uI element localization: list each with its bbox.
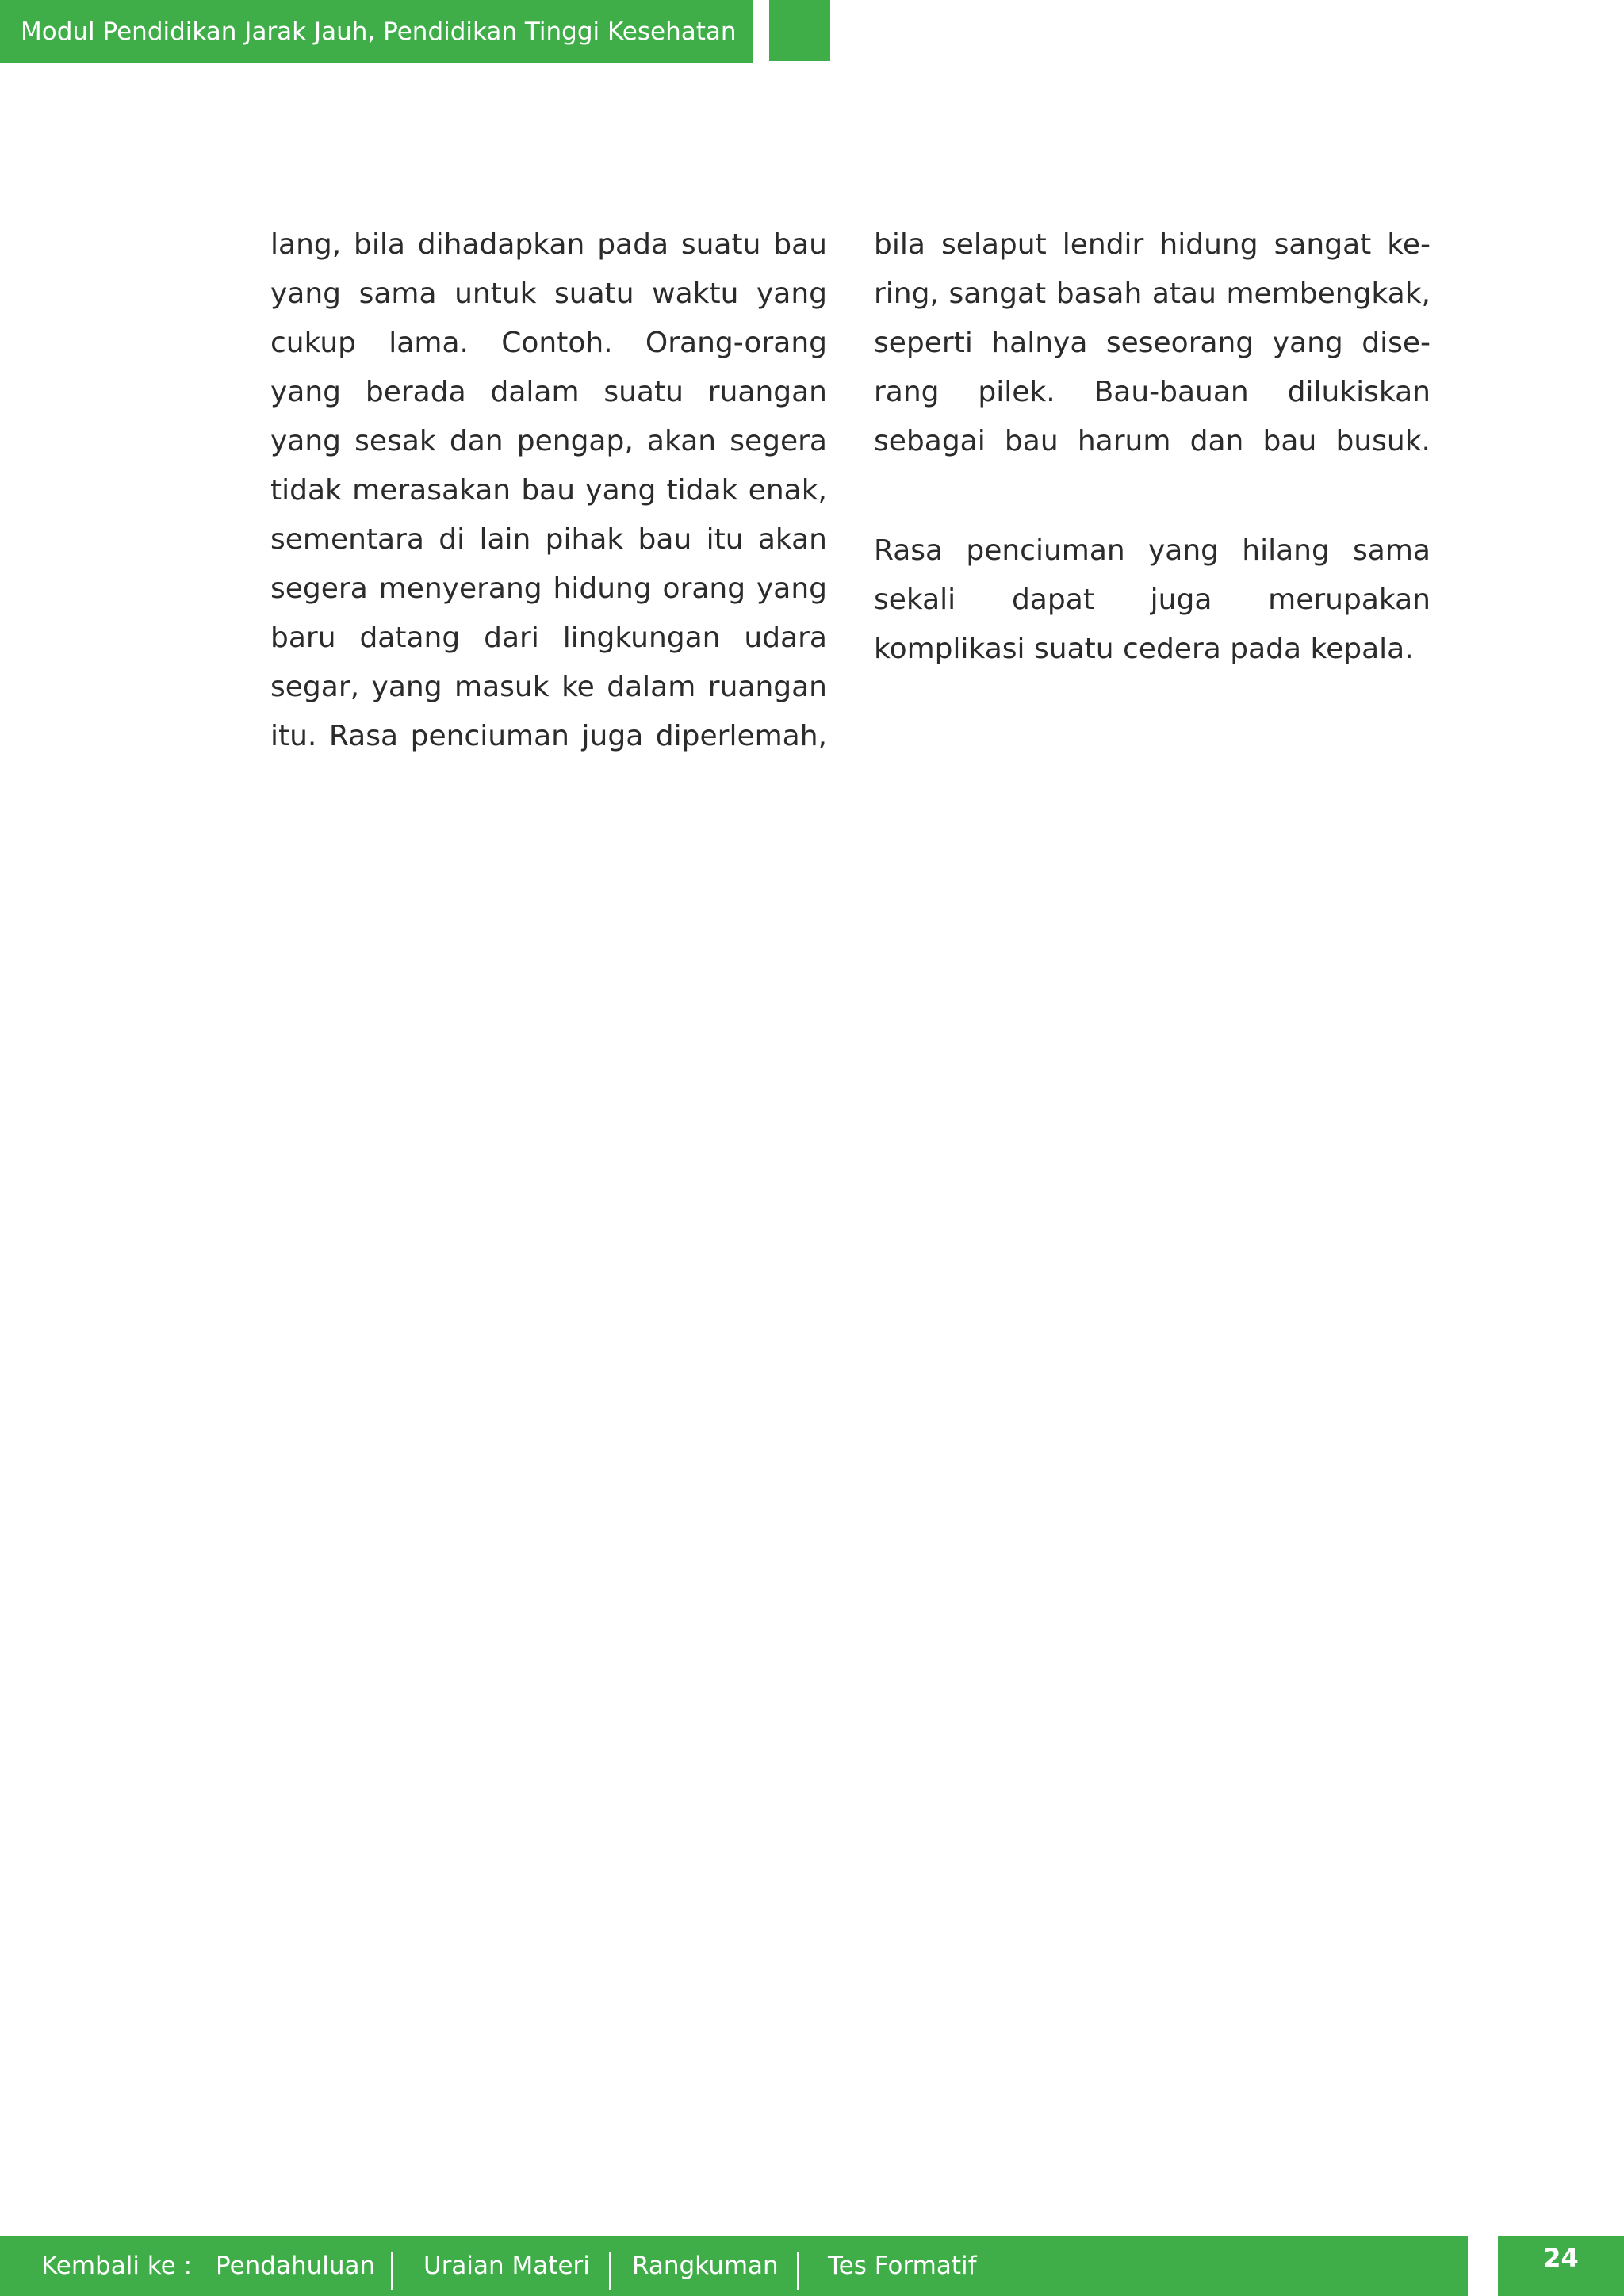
page-number: 24: [1498, 2236, 1624, 2296]
right-text-column: [874, 220, 1431, 674]
footer-separator: [609, 2252, 611, 2290]
footer-link-rangkuman[interactable]: Rangkuman: [632, 2252, 779, 2280]
footer-link-uraian-materi[interactable]: Uraian Materi: [423, 2252, 590, 2280]
right-paragraph-1: bila selaput lendir hidung sangat ke-ring, sangat basah atau membengkak, seperti halnya seseorang yang dise-rang pilek. Bau-bauan dilukiskan sebagai bau harum dan bau busuk.: [874, 228, 1431, 457]
document-header-title: Modul Pendidikan Jarak Jauh, Pendidikan Tinggi Kesehatan: [0, 0, 753, 63]
footer-link-tes-formatif[interactable]: Tes Formatif: [828, 2252, 977, 2280]
header-accent-block: [769, 0, 830, 61]
footer-separator: [391, 2252, 393, 2290]
footer-back-label: Kembali ke :: [41, 2252, 193, 2280]
left-text-column: [270, 220, 827, 761]
footer-separator: [797, 2252, 799, 2290]
left-paragraph-1: lang, bila dihadapkan pada suatu bau yang sama untuk suatu waktu yang cukup lama. Contoh. Orang-orang yang berada dalam suatu ruangan yang sesak dan pengap, akan segera tidak merasakan bau yang tidak enak, sementara di lain pihak bau itu akan segera menyerang hidung orang yang baru datang dari lingkungan udara segar, yang masuk ke dalam ruangan itu. Rasa penciuman juga diperlemah,: [270, 228, 827, 752]
right-paragraph-2: Rasa penciuman yang hilang sama sekali dapat juga merupakan komplikasi suatu cedera pada kepala.: [874, 534, 1431, 665]
footer-navigation: [0, 2236, 1468, 2296]
footer-link-pendahuluan[interactable]: Pendahuluan: [216, 2252, 376, 2280]
